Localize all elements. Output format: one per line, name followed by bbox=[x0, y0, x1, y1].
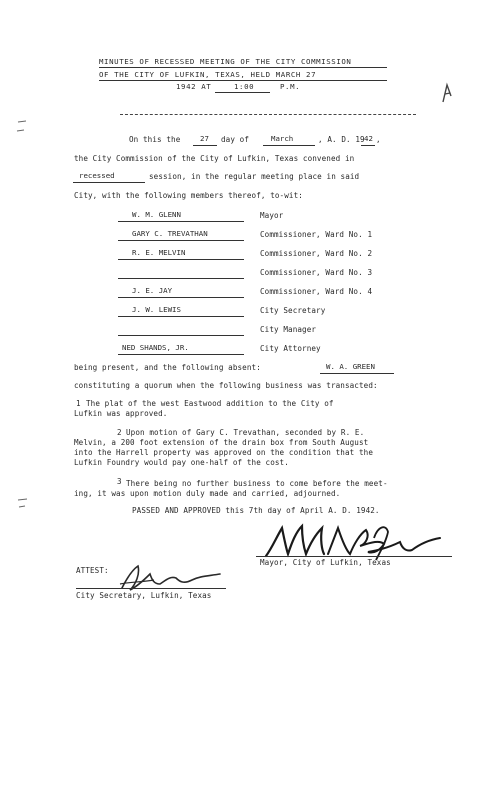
item-3-line-2: ing, it was upon motion duly made and carried, adjourned. bbox=[74, 489, 341, 498]
item-2-line-4: Lufkin Foundry would pay one-half of the cost. bbox=[74, 458, 289, 467]
item-3-line-1: There being no further business to come before the meet- bbox=[126, 479, 388, 488]
intro-month-value: March bbox=[271, 134, 294, 143]
attest-label: ATTEST: bbox=[76, 566, 109, 575]
secretary-signature bbox=[116, 562, 228, 594]
mayor-caption: Mayor, City of Lufkin, Texas bbox=[260, 558, 391, 567]
intro-year-end: , bbox=[376, 135, 381, 144]
intro-on-this-the: On this the bbox=[129, 135, 181, 144]
header-line-1: MINUTES OF RECESSED MEETING OF THE CITY COMMISSION bbox=[99, 57, 352, 66]
item-3-number: 3 bbox=[117, 477, 122, 486]
intro-line-4: City, with the following members thereof, to-wit: bbox=[74, 191, 303, 200]
margin-mark bbox=[440, 82, 454, 108]
member-role-7: City Manager bbox=[260, 325, 317, 334]
intro-day-of: day of bbox=[221, 135, 250, 144]
member-name-8: NED SHANDS, JR. bbox=[122, 343, 189, 352]
separator-line bbox=[120, 114, 416, 115]
member-role-1: Mayor bbox=[260, 211, 284, 220]
header-underline-2 bbox=[99, 80, 387, 81]
member-role-5: Commissioner, Ward No. 4 bbox=[260, 287, 373, 296]
member-line-2 bbox=[118, 240, 244, 241]
member-name-6: J. W. LEWIS bbox=[132, 305, 181, 314]
header-line-2: OF THE CITY OF LUFKIN, TEXAS, HELD MARCH 27 bbox=[99, 70, 317, 79]
intro-line-2: the City Commission of the City of Lufkin, Texas convened in bbox=[74, 154, 355, 163]
intro-ad: , A. D. 19 bbox=[318, 135, 365, 144]
item-1-line-1: The plat of the west Eastwood addition to the City of bbox=[86, 399, 334, 408]
absent-name: W. A. GREEN bbox=[326, 362, 375, 371]
member-line-4 bbox=[118, 278, 244, 279]
member-name-5: J. E. JAY bbox=[132, 286, 173, 295]
session-underline bbox=[73, 182, 145, 183]
absent-underline bbox=[320, 373, 394, 374]
member-line-1 bbox=[118, 221, 244, 222]
member-line-3 bbox=[118, 259, 244, 260]
margin-tick-bottom bbox=[16, 494, 32, 513]
header-line-3-time: 1:00 bbox=[234, 82, 255, 91]
absent-label: being present, and the following absent: bbox=[74, 363, 261, 372]
item-2-number: 2 bbox=[117, 428, 122, 437]
member-line-7 bbox=[118, 335, 244, 336]
day-underline bbox=[193, 145, 217, 146]
item-2-line-3: into the Harrell property was approved on the condition that the bbox=[74, 448, 373, 457]
header-time-underline bbox=[215, 92, 270, 93]
member-line-5 bbox=[118, 297, 244, 298]
member-name-1: W. M. GLENN bbox=[132, 210, 181, 219]
item-2-line-2: Melvin, a 200 foot extension of the drain box from South August bbox=[74, 438, 369, 447]
item-2-line-1: Upon motion of Gary C. Trevathan, seconded by R. E. bbox=[126, 428, 365, 437]
member-role-2: Commissioner, Ward No. 1 bbox=[260, 230, 373, 239]
month-underline bbox=[263, 145, 315, 146]
session-type-value: recessed bbox=[79, 171, 115, 180]
member-line-8 bbox=[118, 354, 244, 355]
member-line-6 bbox=[118, 316, 244, 317]
member-role-8: City Attorney bbox=[260, 344, 321, 353]
item-1-number: 1 bbox=[76, 399, 81, 408]
intro-line-3: session, in the regular meeting place in said bbox=[149, 172, 360, 181]
header-underline-1 bbox=[99, 67, 387, 68]
member-role-6: City Secretary bbox=[260, 306, 326, 315]
member-role-4: Commissioner, Ward No. 3 bbox=[260, 268, 373, 277]
item-1-line-2: Lufkin was approved. bbox=[74, 409, 168, 418]
intro-day-value: 27 bbox=[200, 134, 209, 143]
member-role-3: Commissioner, Ward No. 2 bbox=[260, 249, 373, 258]
intro-year-value: 42 bbox=[364, 134, 373, 143]
member-name-3: R. E. MELVIN bbox=[132, 248, 186, 257]
secretary-caption: City Secretary, Lufkin, Texas bbox=[76, 591, 212, 600]
passed-approved: PASSED AND APPROVED this 7th day of April A. D. 1942. bbox=[132, 506, 380, 515]
member-name-2: GARY C. TREVATHAN bbox=[132, 229, 208, 238]
margin-tick-top bbox=[16, 118, 32, 137]
quorum-line: constituting a quorum when the following business was transacted: bbox=[74, 381, 378, 390]
secretary-signature-line bbox=[76, 588, 226, 589]
mayor-signature-line bbox=[256, 556, 452, 557]
header-line-3-prefix: 1942 AT bbox=[176, 82, 212, 91]
header-line-3-suffix: P.M. bbox=[280, 82, 301, 91]
year-underline bbox=[361, 145, 375, 146]
